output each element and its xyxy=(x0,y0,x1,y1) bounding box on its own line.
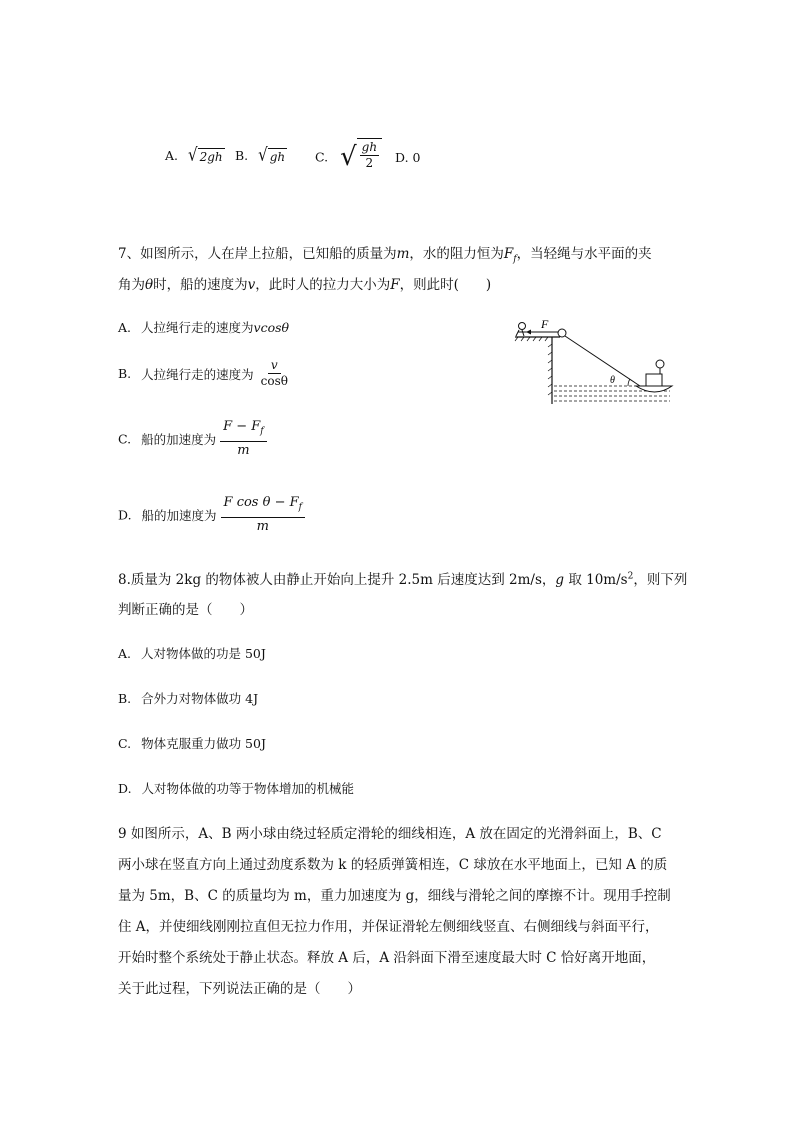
q9-stem-line: 开始时整个系统处于静止状态。释放 A 后，A 沿斜面下滑至速度最大时 C 恰好离开地面， xyxy=(118,950,656,966)
q7-stem-part: ，则此时( ) xyxy=(399,277,492,293)
bank-hatch xyxy=(515,337,548,341)
q7-option-c-label: C. xyxy=(118,431,132,447)
q8-option-a xyxy=(118,644,266,662)
person-body xyxy=(516,330,526,336)
pulley xyxy=(558,329,566,337)
q9-stem-line: 量为 5m，B、C 的质量均为 m，重力加速度为 g，细线与滑轮之间的摩擦不计。现用手控制 xyxy=(118,888,671,904)
q7-mass-var: m xyxy=(396,246,410,262)
q7-force-var: F xyxy=(390,277,400,293)
q6-option-c-num: gh xyxy=(361,140,378,154)
q6-option-b-label: B. xyxy=(235,148,249,163)
q7-stem-part: ，水的阻力恒为 xyxy=(409,246,504,262)
q7-stem-part: 7、如图所示，人在岸上拉船，已知船的质量为 xyxy=(118,246,397,262)
q7-theta-var: θ xyxy=(145,277,154,293)
q8-option-b-label: B. xyxy=(118,691,132,706)
q8-stem-part: ，则下列 xyxy=(633,572,688,588)
q7-resistance-var: F xyxy=(503,246,514,262)
q6-option-c-label: C. xyxy=(315,149,329,165)
q6-option-c-den: 2 xyxy=(365,156,374,170)
angle-arc xyxy=(628,379,630,386)
q7-resistance-sub: f xyxy=(513,254,517,265)
q9-stem-line: 住 A，并使细线刚刚拉直但无拉力作用，并保证滑轮左侧细线竖直、右侧细线与斜面平行， xyxy=(118,919,659,935)
q7-option-d-text: 船的加速度为 xyxy=(141,507,217,523)
q8-option-a-text: 人对物体做的功是 50J xyxy=(141,646,266,661)
q6-option-a-label: A. xyxy=(165,148,179,163)
q7-stem-part: ，此时人的拉力大小为 xyxy=(255,277,391,293)
q7-option-b-num: v xyxy=(268,358,281,374)
q8-stem-line1 xyxy=(118,568,687,588)
q8-option-c-text: 物体克服重力做功 50J xyxy=(141,736,266,751)
q8-option-c xyxy=(118,734,266,752)
q7-option-d-fraction xyxy=(221,494,305,536)
q7-option-c-text: 船的加速度为 xyxy=(141,431,217,447)
q7-option-c xyxy=(118,418,267,460)
q7-option-b xyxy=(118,358,291,389)
q9-stem-line: 9 如图所示，A、B 两小球由绕过轻质定滑轮的细线相连，A 放在固定的光滑斜面上，B、C xyxy=(118,826,662,842)
q9-stem-line: 关于此过程，下列说法正确的是（ ） xyxy=(118,981,361,997)
q7-velocity-var: v xyxy=(247,277,256,293)
q7-stem-part: 角为 xyxy=(118,277,145,293)
q8-option-a-label: A. xyxy=(118,646,132,661)
q7-option-c-fraction xyxy=(220,418,267,460)
q7-option-b-den: cosθ xyxy=(260,374,288,388)
q7-option-d xyxy=(118,494,305,536)
q7-stem-line2 xyxy=(118,273,491,293)
q7-option-c-den: m xyxy=(237,442,250,458)
q7-option-a xyxy=(118,318,289,336)
q8-option-b xyxy=(118,689,258,707)
boat-person xyxy=(656,360,664,368)
q8-superscript: 2 xyxy=(627,571,634,582)
q6-option-a-sqrt: √ 2gh xyxy=(188,143,223,166)
q8-stem-part: 取 10m/s xyxy=(564,572,628,588)
force-label: F xyxy=(541,317,549,331)
q6-option-c xyxy=(315,138,382,176)
q7-option-c-num: F − F xyxy=(223,419,261,434)
q8-option-b-text: 合外力对物体做功 4J xyxy=(141,691,259,706)
q6-option-d xyxy=(395,150,421,165)
q8-option-c-label: C. xyxy=(118,736,132,751)
boat-cabin xyxy=(646,374,662,386)
q7-stem-part: ，当轻绳与水平面的夹 xyxy=(516,246,652,262)
q6-option-b xyxy=(235,143,287,166)
q6-option-a-expr: 2gh xyxy=(199,150,223,164)
q8-option-d-label: D. xyxy=(118,781,132,796)
q7-option-a-text: 人拉绳行走的速度为 xyxy=(141,320,254,335)
q7-option-d-label: D. xyxy=(118,507,132,523)
q8-option-d-text: 人对物体做的功等于物体增加的机械能 xyxy=(141,781,355,796)
q7-option-b-label: B. xyxy=(118,366,132,381)
q7-option-d-num-sub: f xyxy=(298,502,302,513)
q6-option-c-sqrt: √ $\frac{gh}{2}$ xyxy=(340,138,382,176)
q7-option-b-fraction xyxy=(258,358,291,389)
q8-option-d xyxy=(118,779,354,797)
q6-option-b-expr: gh xyxy=(269,150,286,164)
q7-option-b-text: 人拉绳行走的速度为 xyxy=(141,366,254,382)
q7-stem-line1 xyxy=(118,242,652,265)
force-arrowhead xyxy=(526,330,531,335)
q7-stem-part: 时，船的速度为 xyxy=(153,277,248,293)
q7-option-a-expr: vcosθ xyxy=(253,320,290,335)
q6-option-a xyxy=(165,143,225,166)
q6-option-d-value: 0 xyxy=(412,150,421,165)
q7-option-d-num: F cos θ − F xyxy=(223,495,299,510)
q6-option-d-label: D. xyxy=(395,150,409,165)
rope xyxy=(565,336,640,386)
q8-stem-part: 8.质量为 2kg 的物体被人由静止开始向上提升 2.5m 后速度达到 2m/s， xyxy=(118,572,556,588)
angle-label: θ xyxy=(610,375,615,386)
q7-boat-figure xyxy=(510,312,680,407)
q7-option-a-label: A. xyxy=(118,320,132,335)
person-head xyxy=(519,323,526,330)
q6-option-b-sqrt: √ gh xyxy=(258,143,286,166)
q8-stem-line2: 判断正确的是（ ） xyxy=(118,602,253,618)
q7-option-d-den: m xyxy=(256,518,269,534)
q7-option-c-num-sub: f xyxy=(260,426,264,437)
q9-stem-line: 两小球在竖直方向上通过劲度系数为 k 的轻质弹簧相连，C 球放在水平地面上，已知 A 的质 xyxy=(118,857,668,873)
q8-g-var: g xyxy=(555,572,565,588)
